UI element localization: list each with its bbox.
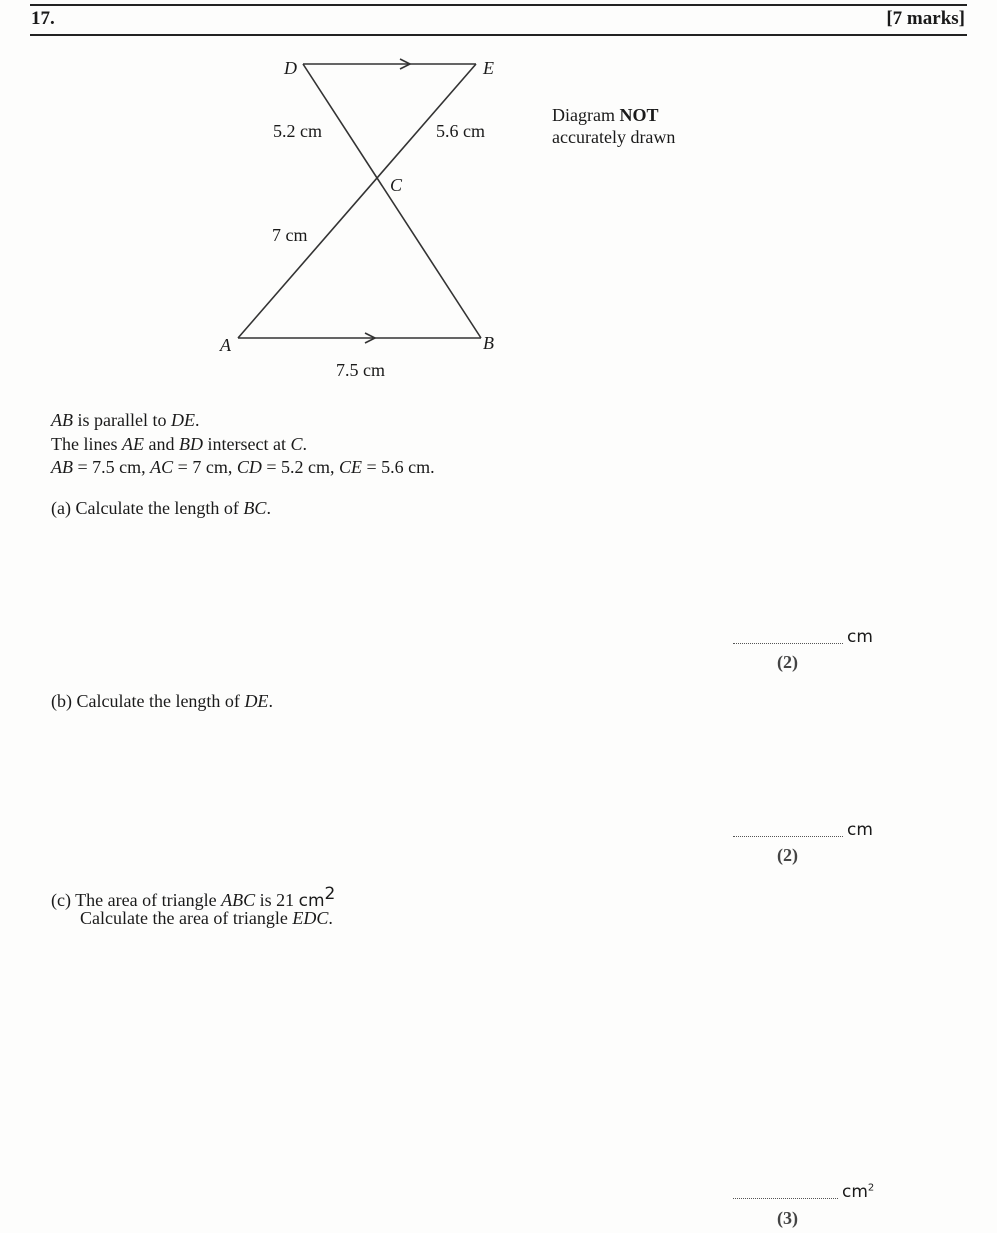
question-number: 17.	[31, 8, 55, 29]
line-ea	[238, 64, 476, 338]
part-a-answer-line[interactable]	[733, 643, 843, 644]
line-db	[303, 64, 481, 338]
part-c-answer-line[interactable]	[733, 1198, 838, 1199]
part-c-question-line1: (c) The area of triangle ABC is 21 $cm^2$	[51, 884, 336, 911]
part-c-unit: $cm^2$	[842, 1182, 875, 1202]
label-a: A	[220, 335, 231, 355]
statement-lengths: AB = 7.5 cm, AC = 7 cm, CD = 5.2 cm, CE = 5.6 cm.	[51, 457, 435, 477]
part-b-marks: (2)	[777, 845, 798, 865]
length-dc: 5.2 cm	[273, 121, 322, 141]
part-b-answer-line[interactable]	[733, 836, 843, 837]
total-marks: [7 marks]	[886, 8, 965, 29]
label-d: D	[284, 58, 297, 78]
header-bottom-rule	[30, 34, 967, 36]
part-b-question: (b) Calculate the length of DE.	[51, 691, 273, 711]
length-ab: 7.5 cm	[336, 360, 385, 380]
part-c-question-line2: Calculate the area of triangle EDC.	[80, 908, 333, 928]
part-c-marks: (3)	[777, 1208, 798, 1228]
triangle-diagram	[200, 40, 540, 390]
part-a-marks: (2)	[777, 652, 798, 672]
length-ce: 5.6 cm	[436, 121, 485, 141]
diagram-note: Diagram NOT accurately drawn	[552, 105, 676, 147]
label-c: C	[390, 175, 403, 195]
part-a-question: (a) Calculate the length of BC.	[51, 498, 271, 518]
part-b-unit: cm	[847, 820, 873, 840]
label-e: E	[483, 58, 494, 78]
length-ac: 7 cm	[272, 225, 308, 245]
statement-parallel: AB is parallel to DE.	[51, 410, 200, 430]
part-a-unit: cm	[847, 627, 873, 647]
label-b: B	[483, 333, 494, 353]
header-top-rule	[30, 4, 967, 6]
statement-intersect: The lines AE and BD intersect at C.	[51, 434, 307, 454]
